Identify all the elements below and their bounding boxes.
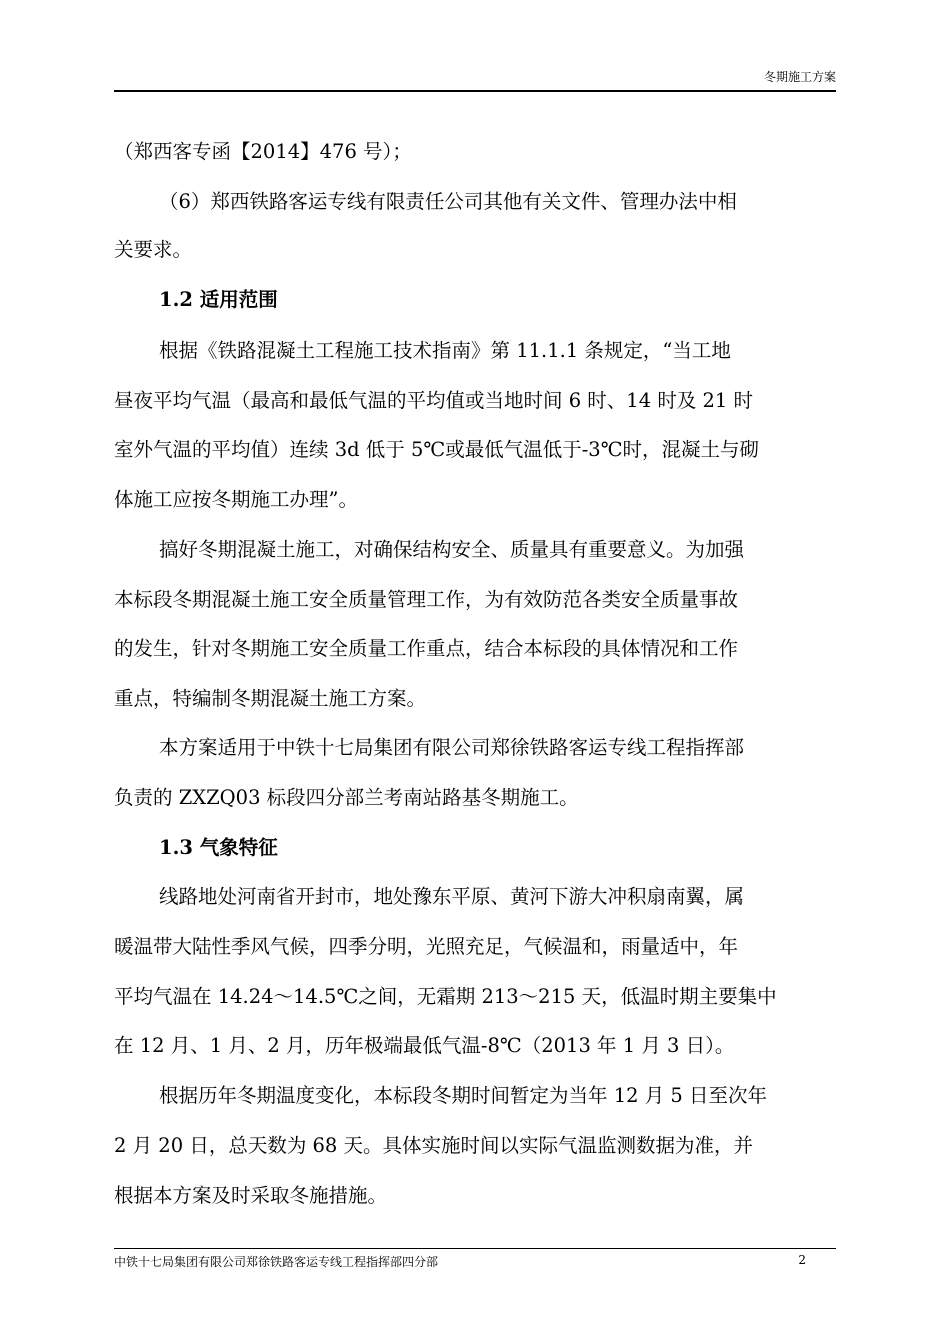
- paragraph-line: 室外气温的平均值）连续 3d 低于 5℃或最低气温低于-3℃时，混凝土与砌: [114, 438, 760, 461]
- paragraph-line: 暖温带大陆性季风气候，四季分明，光照充足，气候温和，雨量适中，年: [114, 935, 739, 958]
- paragraph-line: （郑西客专函【2014】476 号）；: [114, 140, 412, 163]
- paragraph-line: 本方案适用于中铁十七局集团有限公司郑徐铁路客运专线工程指挥部: [159, 736, 745, 759]
- paragraph-line: 关要求。: [114, 238, 193, 261]
- section-heading-1-3: 1.3 气象特征: [159, 836, 278, 859]
- footer-organization: 中铁十七局集团有限公司郑徐铁路客运专线工程指挥部四分部: [114, 1255, 439, 1269]
- paragraph-line: 搞好冬期混凝土施工，对确保结构安全、质量具有重要意义。为加强: [159, 538, 745, 561]
- paragraph-line: 2 月 20 日，总天数为 68 天。具体实施时间以实际气温监测数据为准，并: [114, 1134, 754, 1157]
- page-header: [114, 62, 836, 92]
- paragraph-line: 的发生，针对冬期施工安全质量工作重点，结合本标段的具体情况和工作: [114, 637, 739, 660]
- paragraph-line: 在 12 月、1 月、2 月，历年极端最低气温-8℃（2013 年 1 月 3 日）。: [114, 1034, 735, 1057]
- paragraph-line: 根据《铁路混凝土工程施工技术指南》第 11.1.1 条规定，“当工地: [159, 339, 731, 362]
- paragraph-line: 平均气温在 14.24～14.5℃之间，无霜期 213～215 天，低温时期主要集中: [114, 985, 777, 1008]
- paragraph-line: 负责的 ZXZQ03 标段四分部兰考南站路基冬期施工。: [114, 786, 579, 809]
- paragraph-line: 线路地处河南省开封市，地处豫东平原、黄河下游大冲积扇南翼，属: [159, 885, 745, 908]
- paragraph-line: 根据本方案及时采取冬施措施。: [114, 1184, 388, 1207]
- section-heading-1-2: 1.2 适用范围: [159, 288, 278, 311]
- paragraph-line: 重点，特编制冬期混凝土施工方案。: [114, 687, 427, 710]
- paragraph-line: 体施工应按冬期施工办理”。: [114, 488, 358, 511]
- paragraph-line: 昼夜平均气温（最高和最低气温的平均值或当地时间 6 时、14 时及 21 时: [114, 389, 754, 412]
- paragraph-line: （6）郑西铁路客运专线有限责任公司其他有关文件、管理办法中相: [159, 190, 737, 213]
- header-title: 冬期施工方案: [763, 70, 836, 84]
- paragraph-line: 根据历年冬期温度变化，本标段冬期时间暂定为当年 12 月 5 日至次年: [159, 1084, 768, 1107]
- page-footer: [114, 1248, 836, 1269]
- page-number: 2: [798, 1253, 806, 1267]
- paragraph-line: 本标段冬期混凝土施工安全质量管理工作，为有效防范各类安全质量事故: [114, 588, 739, 611]
